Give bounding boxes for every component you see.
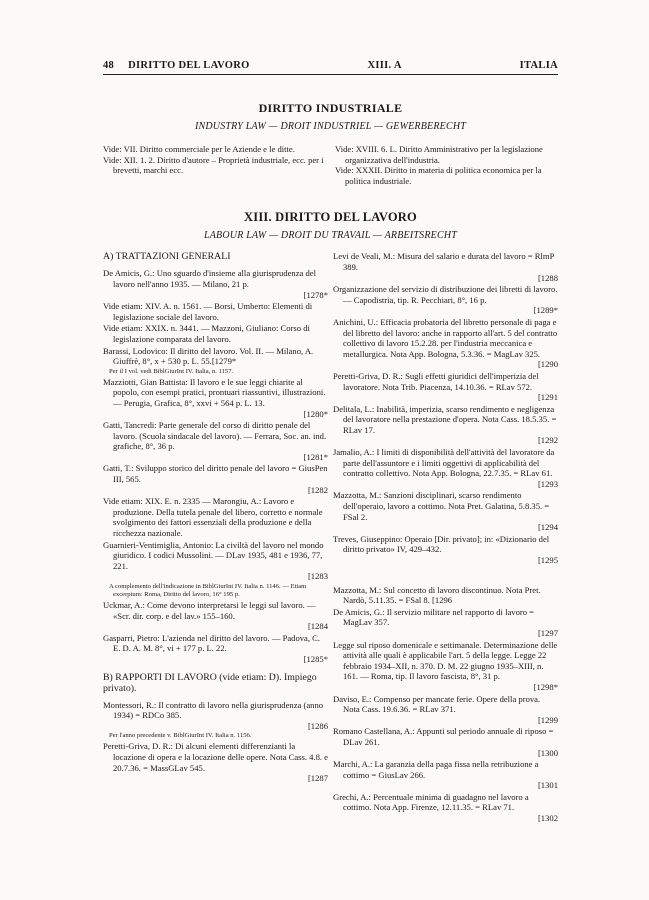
entry-note xyxy=(103,583,328,599)
entry-text: Barassi, Lodovico: Il diritto del lavoro. Vol. II. — Milano, A. Giuffrè, 8°, x + 530 p. L. 55.[1279* xyxy=(103,345,314,367)
bibliography-entry xyxy=(333,317,558,370)
bibliography-entry xyxy=(103,540,328,582)
bibliography-columns xyxy=(103,251,558,824)
section-title-labour: XIII. DIRITTO DEL LAVORO xyxy=(244,210,417,225)
bibliography-entry xyxy=(333,694,558,726)
bibliography-entry xyxy=(103,600,328,632)
entry-text: Organizzazione del servizio di distribuzione dei libretti di lavoro. — Capodistria, tip. R. Pecchiari, 8°, 16 p. xyxy=(333,284,558,305)
entry-text: Mazzotta, M.: Sul concetto di lavoro discontinuo. Nota Pret. Nardò, 5.11.35. = FSal 8. [1296 xyxy=(333,584,541,606)
entry-number: [1286 xyxy=(307,720,328,731)
running-header xyxy=(103,60,558,71)
entry-text: Per l'anno precedente v. BiblGiurInt IV. Italia n. 1156. xyxy=(109,732,252,740)
bibliography-entry xyxy=(103,323,328,344)
bibliography-entry xyxy=(333,759,558,791)
entry-text: B) RAPPORTI DI LAVORO (vide etiam: D). Impiego privato). xyxy=(103,671,317,694)
bibliography-entry xyxy=(103,301,328,322)
bibliography-entry xyxy=(333,792,558,824)
entry-number: [1291 xyxy=(537,392,558,403)
entry-text: De Amicis, G.: Il servizio militare nel rapporto di lavoro = MagLav 357. xyxy=(333,606,535,628)
entry-text: Grechi, A.: Percentuale minima di guadagno nel lavoro a cottimo. Nota App. Firenze, 12.11.35. = RLav 71. xyxy=(333,791,529,813)
bibliography-entry xyxy=(333,490,558,532)
entry-text: Mazziotti, Gian Battista: Il lavoro e le sue leggi chiarite al popolo, con esempi pratici, prontuari riassuntivi, illustrazioni. — Perugia, Grafica, 8°, xxvi + 564 p. L. 13. xyxy=(103,376,326,408)
entry-text: Jamalio, A.: I limiti di disponibilità dell'attività del lavoratore da parte dell'assuntore e i limiti oggettivi di applicabilità del contratto collettivo. Nota App. Bologna, 22.7.35. = RLav 61. xyxy=(333,447,555,479)
entry-number: [1295 xyxy=(537,555,558,565)
bibliography-entry xyxy=(333,371,558,403)
entry-number: [1290 xyxy=(537,359,558,370)
entry-number: [1294 xyxy=(537,522,558,533)
entry-number: [1288 xyxy=(537,272,558,283)
entry-number: [1299 xyxy=(537,714,558,725)
entry-note xyxy=(103,732,328,740)
entry-text: Vide etiam: XXIX. n. 3441. — Mazzoni, Giuliano: Corso di legislazione comparata del lavoro. xyxy=(103,323,310,344)
entry-number: [1284 xyxy=(307,621,328,632)
bibliography-entry xyxy=(333,585,558,606)
bibliography-entry xyxy=(333,726,558,758)
bibliography-entry xyxy=(103,420,328,462)
entry-number: [1282 xyxy=(307,484,328,495)
section-subtitle-industrial: INDUSTRY LAW — DROIT INDUSTRIEL — GEWERBERECHT xyxy=(194,121,467,132)
entry-text: Gasparri, Pietro: L'azienda nel diritto del lavoro. — Padova, C. E. D. A. M. 8°, vi + 177 p. L. 22. xyxy=(103,632,321,654)
bibliography-entry xyxy=(103,268,328,300)
section-subtitle-labour: LABOUR LAW — DROIT DU TRAVAIL — ARBEITSRECHT xyxy=(203,230,458,242)
entry-number: [1302 xyxy=(537,813,558,824)
entry-text: Gatti, Tancredi: Parte generale del corso di diritto penale del lavoro. (Scuola sindacale del lavoro). — Ferrara, Soc. an. ind. grafiche, 8°, 36 p. xyxy=(103,420,327,452)
entry-text: Vide etiam: XIX. E. n. 2335 — Marongiu, A.: Lavoro e produzione. Della tutela penale del libero, corretto e normale svolgimento dei fattori essenziali della produzione e della ricchezza nazionale. xyxy=(103,496,323,539)
subsection-heading xyxy=(103,672,328,694)
entry-text: De Amicis, G.: Uno sguardo d'insieme alla giurisprudenza del lavoro nell'anno 1935. — Milano, 21 p. xyxy=(103,268,317,289)
entry-text: Levi de Veali, M.: Misura del salario e durata del lavoro = RlmP 389. xyxy=(333,251,555,272)
entry-text: Romano Castellana, A.: Appunti sul periodo annuale di riposo = DLav 261. xyxy=(333,726,554,747)
bibliography-entry xyxy=(103,741,328,783)
bibliography-entry xyxy=(103,346,328,367)
bibliography-entry xyxy=(333,607,558,639)
section-title-industrial: DIRITTO INDUSTRIALE xyxy=(258,101,403,115)
entry-text: A) TRATTAZIONI GENERALI xyxy=(103,251,231,263)
entry-text: Guarnieri-Ventimiglia, Antonio: La civiltà del lavoro nel mondo giuridico. I codici Mussolini. — DLav 1935, 481 e 1936, 77, 221. xyxy=(103,539,324,571)
header-title: DIRITTO DEL LAVORO xyxy=(128,60,250,71)
vide-item: Vide: VII. Diritto commerciale per le Aziende e le ditte. xyxy=(103,144,295,154)
header-section: XIII. A xyxy=(367,60,402,71)
entry-number: [1292 xyxy=(537,435,558,446)
entry-text: Per il I vol. vedi BiblGiurInt IV. Italia, n. 1157. xyxy=(109,367,234,375)
vide-item: Vide: XVIII. 6. L. Diritto Amministrativo per la legislazione organizzativa dell'industria. xyxy=(335,144,543,165)
entry-number: [1298* xyxy=(533,681,558,692)
bibliography-entry xyxy=(333,640,558,693)
entry-text: Mazzotta, M.: Sanzioni disciplinari, scarso rendimento dell'operaio, lavoro a cottimo. Nota Pret. Galatina, 5.8.35. = FSal 2. xyxy=(333,490,550,522)
entry-text: Peretti-Griva, D. R.: Sugli effetti giuridici dell'imperizia del lavoratore. Nota Trib. Piacenza, 14.10.36. = RLav 572. xyxy=(333,370,539,392)
cross-references xyxy=(103,144,558,186)
left-column xyxy=(103,251,328,824)
right-column xyxy=(333,251,558,824)
entry-text: Montessori, R.: Il contratto di lavoro nella giurisprudenza (anno 1934) = RDCo 385. xyxy=(103,699,324,721)
vide-right xyxy=(335,144,558,186)
entry-note xyxy=(103,368,328,376)
header-rule xyxy=(103,74,558,75)
entry-text: Peretti-Griva, D. R.: Di alcuni elementi differenzianti la locazione di opera e la locazione delle opere. Nota Cass. 4.8. e 20.7.36. = MassGLav 545. xyxy=(103,741,328,773)
bibliography-entry xyxy=(103,377,328,419)
entry-number: [1293 xyxy=(537,478,558,489)
page xyxy=(103,60,558,825)
vide-item: Vide: XXXII. Diritto in materia di politica economica per la politica industriale. xyxy=(335,165,542,186)
entry-text: Marchi, A.: La garanzia della paga fissa nella retribuzione a cottimo = GiusLav 266. xyxy=(333,759,539,780)
vide-item: Vide: XII. 1. 2. Diritto d'autore – Proprietà industriale, ecc. per i brevetti, marchi ecc. xyxy=(103,154,324,176)
entry-text: Anichini, U.: Efficacia probatoria del libretto personale di paga e del libretto del lavoro: anche in rapporto all'art. 5 del contratto collettivo di lavoro 15.2.28. per l'industria meccanica e metallurgica. Nota App. Bologna, 5.3.36. = MagLav 325. xyxy=(333,316,558,359)
entry-text: Treves, Giuseppino: Operaio [Dir. privato]; in: «Dizionario del diritto privato» IV, 429–432. xyxy=(333,533,550,555)
bibliography-entry xyxy=(103,496,328,538)
entry-number: [1287 xyxy=(307,773,328,784)
entry-text: Gatti, T.: Sviluppo storico del diritto penale del lavoro = GiusPen III, 565. xyxy=(103,463,328,485)
bibliography-entry xyxy=(333,284,558,316)
bibliography-entry xyxy=(333,251,558,283)
entry-number: [1285* xyxy=(303,653,328,664)
entry-text: Vide etiam: XIV. A. n. 1561. — Borsi, Umberto: Elementi di legislazione sociale del lavoro. xyxy=(103,301,313,322)
entry-number: [1280* xyxy=(303,408,328,419)
entry-text: Delitala, L.: Inabilità, imperizia, scarso rendimento e negligenza del lavoratore nella prestazione d'opera. Nota Cass. 18.5.35. = RLav 17. xyxy=(333,403,557,435)
page-number: 48 xyxy=(103,60,115,71)
bibliography-entry xyxy=(103,463,328,495)
entry-number: [1281* xyxy=(303,451,328,462)
entry-number: [1300 xyxy=(537,747,558,758)
entry-text: Legge sul riposo domenicale e settimanale. Determinazione delle attività alle quali è applicabile l'art. 5 della legge. Legge 22 febbraio 1934–XII, n. 370. D. M. 22 giugno 1935–XIII, n. 161. — Roma, tip. Il lavoro fascista, 8°, 31 p. xyxy=(333,639,558,682)
entry-number: [1297 xyxy=(537,627,558,638)
header-country: ITALIA xyxy=(519,60,558,71)
entry-number: [1283 xyxy=(307,571,328,582)
bibliography-entry xyxy=(333,447,558,489)
entry-number: [1289* xyxy=(533,305,558,316)
entry-text: Daviso, E.: Compenso per mancate ferie. Opere della prova. Nota Cass. 19.6.36. = RLav 371. xyxy=(333,693,541,715)
entry-number: [1301 xyxy=(537,780,558,791)
bibliography-entry xyxy=(103,633,328,665)
vide-left xyxy=(103,144,326,186)
bibliography-entry xyxy=(103,700,328,732)
subsection-heading xyxy=(103,251,328,262)
entry-number: [1278* xyxy=(303,289,328,300)
bibliography-entry xyxy=(333,404,558,446)
bibliography-entry xyxy=(333,534,558,566)
entry-text: A complemento dell'indicazione in BiblGiurInt IV. Italia n. 1146. — Etiam excerptum: Roma, Diritto del lavoro, 16° 195 p. xyxy=(109,583,307,598)
entry-text: Uckmar, A.: Come devono interpretarsi le leggi sul lavoro. — «Scr. dir. corp. e del lav.» 155–160. xyxy=(103,600,316,621)
